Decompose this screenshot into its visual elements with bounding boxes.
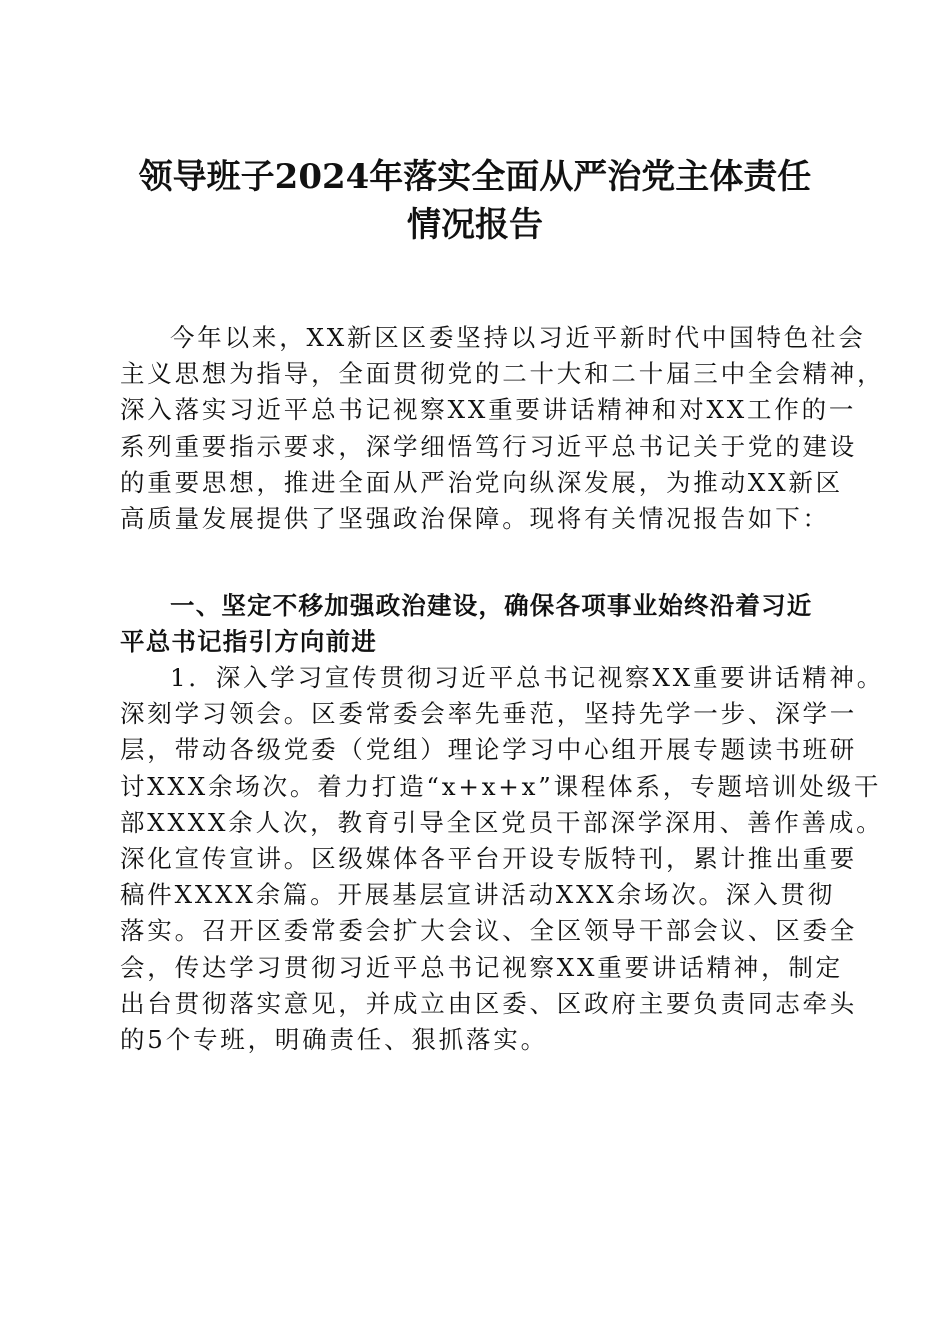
intro-paragraph: [120, 320, 885, 537]
paragraph-line: 深刻学习领会。区委常委会率先垂范，坚持先学一步、深学一: [120, 699, 858, 729]
paragraph-line: 稿件XXXX余篇。开展基层宣讲活动XXX余场次。深入贯彻: [120, 880, 835, 910]
paragraph-line: 落实。召开区委常委会扩大会议、全区领导干部会议、区委全: [120, 916, 858, 946]
paragraph-line: 系列重要指示要求，深学细悟笃行习近平总书记关于党的建设: [120, 431, 858, 461]
paragraph-line: 1．深入学习宣传贯彻习近平总书记视察XX重要讲话精神。: [170, 663, 885, 692]
document-title-line-2: 情况报告: [407, 205, 543, 245]
paragraph-line: 高质量发展提供了坚强政治保障。现将有关情况报告如下：: [120, 504, 830, 534]
paragraph-line: 主义思想为指导，全面贯彻党的二十大和二十届三中全会精神，: [120, 359, 885, 389]
paragraph-line: 的重要思想，推进全面从严治党向纵深发展，为推动XX新区: [120, 467, 843, 497]
paragraph-line: 深化宣传宣讲。区级媒体各平台开设专版特刊，累计推出重要: [120, 844, 858, 874]
section-heading-1: [120, 588, 840, 660]
heading-line: 平总书记指引方向前进: [120, 627, 377, 657]
paragraph-line: 出台贯彻落实意见，并成立由区委、区政府主要负责同志牵头: [120, 988, 858, 1018]
paragraph-line: 会，传达学习贯彻习近平总书记视察XX重要讲话精神，制定: [120, 952, 843, 982]
paragraph-line: 深入落实习近平总书记视察XX重要讲话精神和对XX工作的一: [120, 395, 857, 425]
paragraph-line: 部XXXX余人次，教育引导全区党员干部深学深用、善作善成。: [120, 807, 884, 837]
paragraph-line: 今年以来，XX新区区委坚持以习近平新时代中国特色社会: [170, 323, 866, 352]
paragraph-line: 的5个专班，明确责任、狠抓落实。: [120, 1025, 548, 1055]
paragraph-line: 讨XXX余场次。着力打造“x+x+x”课程体系，专题培训处级干: [120, 771, 882, 801]
document-title-line-1: 领导班子2024年落实全面从严治党主体责任: [138, 157, 812, 197]
section-1-paragraph: [120, 660, 885, 1058]
heading-line: 一、坚定不移加强政治建设，确保各项事业始终沿着习近: [170, 591, 813, 620]
paragraph-line: 层，带动各级党委（党组）理论学习中心组开展专题读书班研: [120, 735, 858, 765]
